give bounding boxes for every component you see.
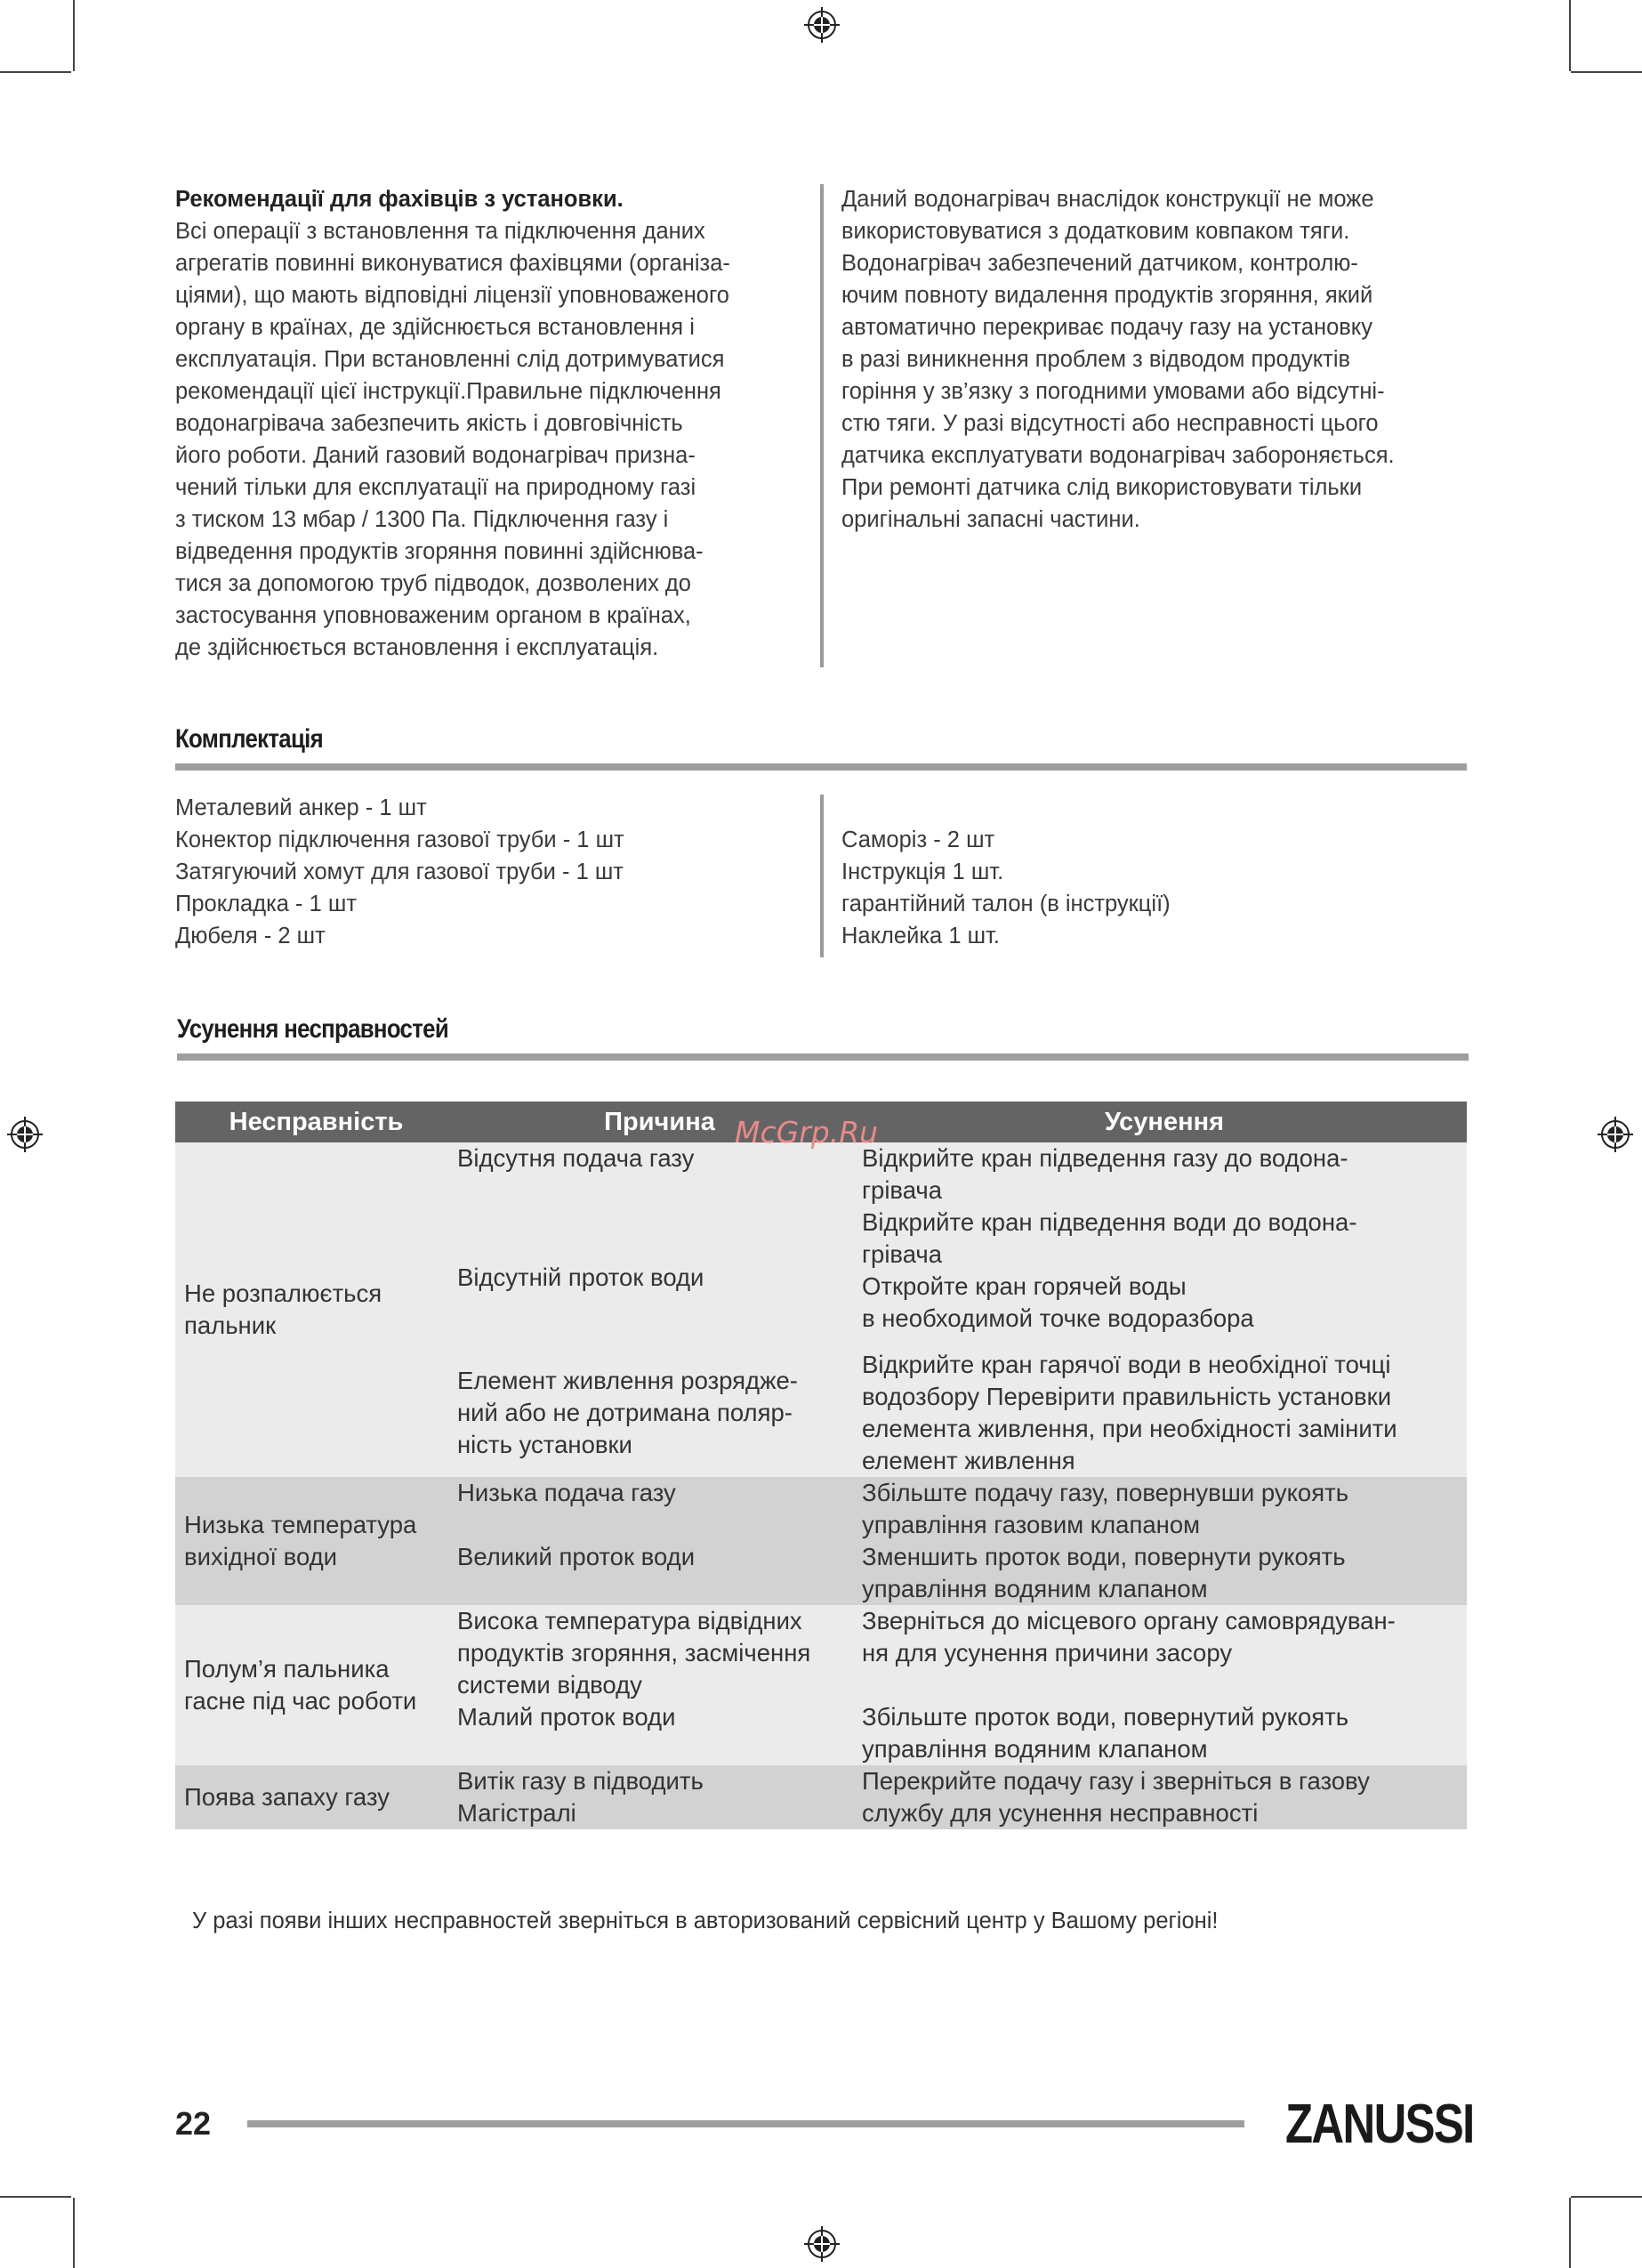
text-line: агрегатів повинні виконуватися фахівцями (організа- [175,251,730,276]
page-number: 22 [175,2105,212,2142]
header-fault: Несправність [229,1107,404,1136]
text-line: експлуатація. При встановленні слід дотримуватися [175,347,725,372]
table-row [457,1765,1467,1829]
text-line: Всі операції з встановлення та підключення даних [175,219,705,244]
kit-item: гарантійний талон (в інструкції) [841,892,1171,916]
brand-logo: ZANUSSI [1285,2094,1474,2155]
text-line: Водонагрівач забезпечений датчиком, контролю- [841,251,1358,276]
left-column-text [175,215,816,664]
fault-text: Полум’я пальника гасне під час роботи [184,1655,417,1715]
text-line: чений тільки для експлуатації на природному газі [175,475,696,500]
text-line: оригінальні запасні частини. [841,507,1140,532]
cause-cell [457,1477,862,1541]
fix-cell [862,1765,1467,1829]
text-line: його роботи. Даний газовий водонагрівач призна- [175,443,696,468]
table-row [457,1477,1467,1541]
fix-text: Відкрийте кран підведення води до водона- грівача Откройте кран горячей воды в необходимой точке водоразбора [862,1208,1357,1332]
fault-group [175,1477,1467,1605]
kit-item: Конектор підключення газової труби - 1 шт [175,827,624,852]
cause-text: Витік газу в підводить Магістралі [457,1767,704,1827]
fault-cell [175,1765,457,1829]
crop-mark [73,0,75,71]
text-line: ціями), що мають відповідні ліцензії уповноваженого [175,283,729,308]
crop-mark [0,2196,71,2198]
crop-mark [1571,2196,1642,2198]
column-divider [820,184,824,667]
section-rule [177,1053,1469,1061]
kit-list-right [841,824,1171,952]
cause-text: Елемент живлення розрядже- ний або не дотримана поляр- ність установки [457,1367,798,1458]
registration-mark-icon [804,2226,840,2262]
crop-mark [73,2198,75,2268]
kit-item: Затягуючий хомут для газової труби - 1 шт [175,860,624,884]
fix-cell [862,1541,1467,1605]
troubleshooting-title: Усунення несправностей [177,1014,449,1044]
cause-text: Висока температура відвідних продуктів згоряння, засмічення системи відводу [457,1607,811,1699]
installation-heading: Рекомендації для фахівців з установки. [175,187,624,212]
text-line: горіння у зв’язку з погодними умовами або відсутні- [841,379,1385,404]
table-row [457,1541,1467,1605]
text-line: відведення продуктів згоряння повинні здійснюва- [175,539,704,564]
text-line: ючим повноту видалення продуктів згоряння, який [841,283,1373,308]
text-line: рекомендації цієї інструкції.Правильне підключення [175,379,721,404]
fault-text: Поява запаху газу [184,1783,390,1811]
text-line: тися за допомогою труб підводок, дозволених до [175,571,691,596]
cause-cell [457,1765,862,1829]
cause-cell [457,1605,862,1701]
watermark: McGrp.Ru [735,1115,879,1150]
fix-text: Зменшить проток води, повернути рукоять управління водяним клапаном [862,1543,1346,1602]
cause-cell [457,1365,862,1461]
fix-text: Збільште проток води, повернутий рукоять управління водяним клапаном [862,1703,1349,1763]
crop-mark [1571,71,1642,73]
cause-text: Низька подача газу [457,1479,676,1506]
troubleshooting-table [175,1102,1467,1829]
fix-cell [862,1142,1467,1207]
crop-mark [0,71,71,73]
fault-group [175,1142,1467,1477]
fix-cell [862,1477,1467,1541]
fix-text: Збільште подачу газу, повернувши рукоять управління газовим клапаном [862,1479,1349,1538]
column-divider [820,795,824,957]
sensor-info [841,183,1482,536]
service-note: У разі появи інших несправностей зверніться в авторизований сервісний центр у Вашому регіоні! [192,1909,1219,1933]
text-line: автоматично перекриває подачу газу на установку [841,315,1372,340]
fault-group [175,1605,1467,1765]
registration-mark-icon [1598,1117,1633,1152]
text-line: з тиском 13 мбар / 1300 Па. Підключення газу і [175,507,669,532]
kit-item: Саморіз - 2 шт [841,827,995,852]
fault-cell [175,1142,457,1477]
kit-item: Дюбеля - 2 шт [175,924,326,948]
crop-mark [1569,0,1571,71]
kit-list-left [175,792,624,952]
kit-item: Металевий анкер - 1 шт [175,795,427,820]
fix-cell [862,1349,1467,1477]
table-row [457,1605,1467,1701]
kit-item: Інструкція 1 шт. [841,860,1004,884]
text-line: де здійснюється встановлення і експлуатація. [175,635,659,660]
fault-cell [175,1605,457,1765]
crop-mark [1569,2198,1571,2268]
registration-mark-icon [7,1117,43,1152]
cause-cell [457,1262,862,1294]
cause-text: Малий проток води [457,1703,676,1731]
cause-text: Відсутня подача газу [457,1144,695,1172]
text-line: датчика експлуатувати водонагрівач забороняється. [841,443,1395,468]
cause-cell [457,1541,862,1605]
header-cause: Причина [604,1107,715,1136]
fix-text: Перекрийте подачу газу і зверніться в газову службу для усунення несправності [862,1767,1370,1827]
kit-item: Наклейка 1 шт. [841,924,1000,948]
table-row [457,1701,1467,1765]
text-line: Даний водонагрівач внаслідок конструкції не може [841,187,1374,212]
cause-text: Великий проток води [457,1543,696,1570]
header-fix: Усунення [1104,1107,1225,1136]
cause-cell [457,1142,862,1207]
right-column-text [841,183,1482,536]
footer-rule [247,2120,1244,2127]
section-rule [175,763,1467,771]
fix-text: Відкрийте кран підведення газу до водона- грівача [862,1144,1348,1204]
fix-cell [862,1207,1467,1349]
table-row [457,1142,1467,1207]
cause-cell [457,1701,862,1765]
fix-text: Зверніться до місцевого органу самоврядуван- ня для усунення причини засору [862,1607,1396,1667]
registration-mark-icon [804,7,840,43]
cause-text: Відсутній проток води [457,1263,704,1291]
fault-cell [175,1477,457,1605]
table-row [457,1349,1467,1477]
text-line: використовуватися з додатковим ковпаком тяги. [841,219,1350,244]
fix-text: Відкрийте кран гарячої води в необхідної точці водозбору Перевірити правильність установки елемента живлення, при необхідності замінити елемент живлення [862,1351,1397,1474]
installation-recommendations [175,183,816,664]
text-line: в разі виникнення проблем з відводом продуктів [841,347,1351,372]
text-line: застосування уповноваженим органом в країнах, [175,603,691,628]
text-line: органу в країнах, де здійснюється встановлення і [175,315,695,340]
table-row [457,1207,1467,1349]
kit-item: Прокладка - 1 шт [175,892,358,916]
fault-text: Низька температура вихідної води [184,1511,417,1570]
text-line: При ремонті датчика слід використовувати тільки [841,475,1363,500]
fix-cell [862,1605,1467,1701]
fault-group [175,1765,1467,1829]
text-line: водонагрівача забезпечить якість і довговічність [175,411,683,436]
table-body [175,1142,1467,1829]
text-line: стю тяги. У разі відсутності або несправності цього [841,411,1379,436]
fix-cell [862,1701,1467,1765]
kit-title: Комплектація [175,724,323,754]
fault-text: Не розпалюється пальник [184,1279,382,1339]
